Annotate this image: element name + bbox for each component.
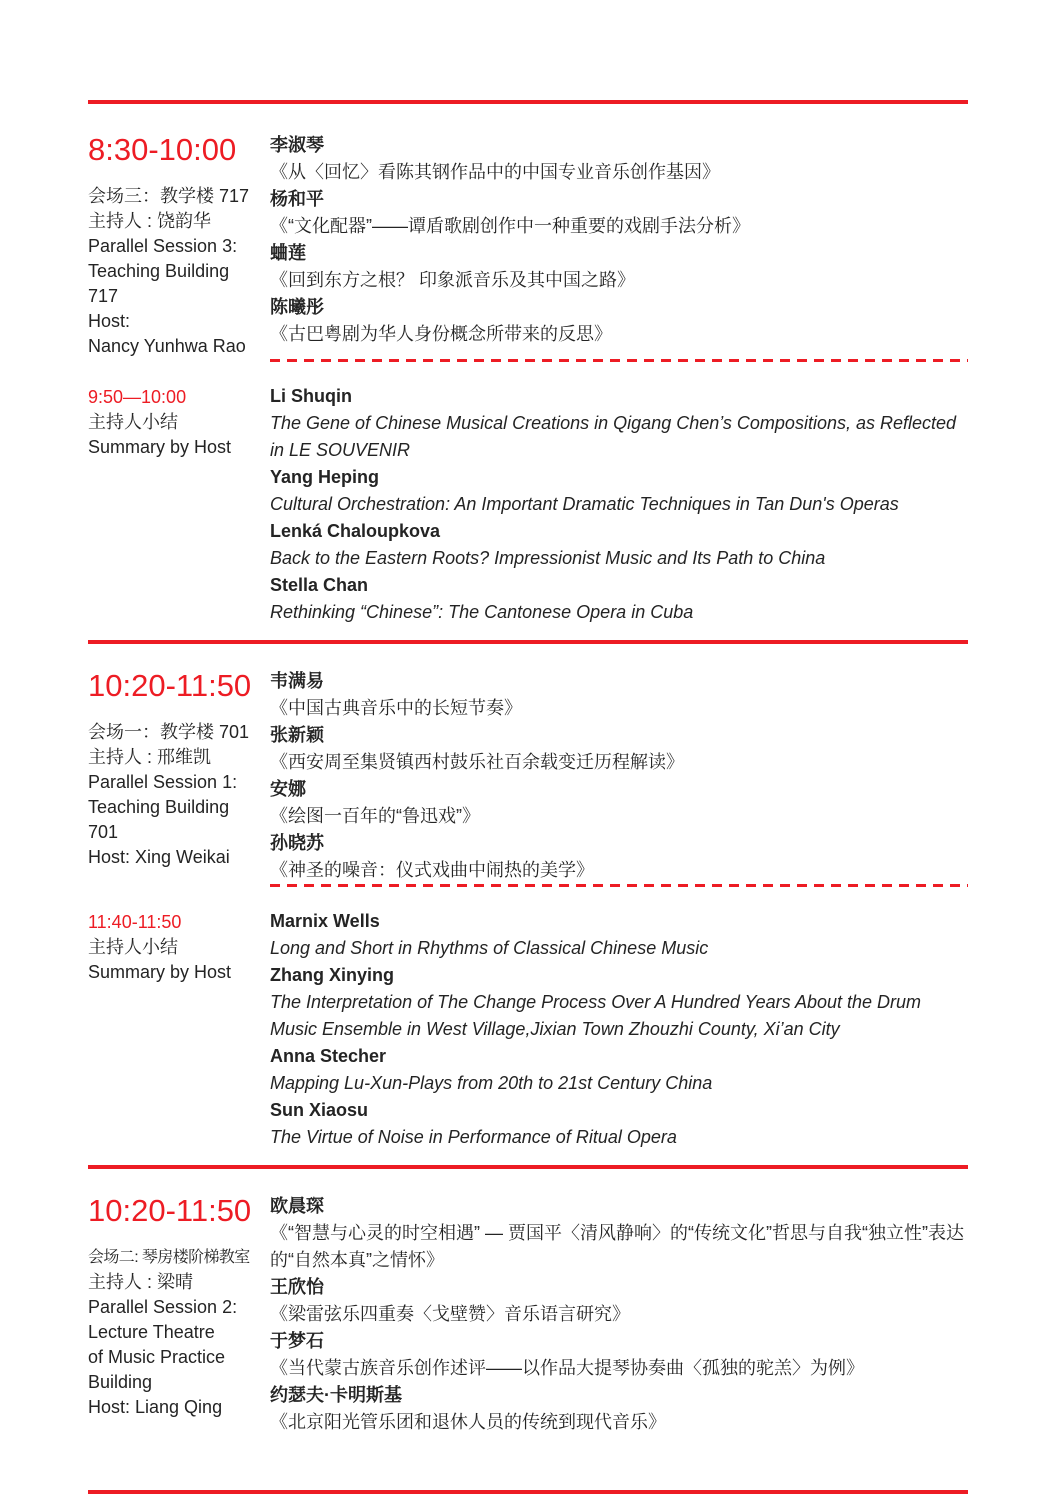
session-name-line: of Music Practice: [88, 1347, 226, 1367]
presentation: [270, 383, 968, 464]
summary-label-en: Summary by Host: [88, 962, 232, 982]
presentation: [270, 186, 968, 240]
summary-label-cn: 主持人小结: [88, 412, 178, 432]
presentation: [270, 132, 968, 186]
summary-block-1: [88, 359, 968, 626]
summary-block-2: [88, 884, 968, 1151]
presentation-title: Long and Short in Rhythms of Classical Chinese Music: [270, 938, 709, 958]
presenter-name: Marnix Wells: [270, 911, 380, 931]
presenter-name: Anna Stecher: [270, 1046, 387, 1066]
presenter-name: 杨和平: [270, 189, 324, 209]
presentation: [270, 572, 968, 626]
presenter-name: 安娜: [270, 779, 306, 799]
presenter-name: 王欣怡: [270, 1277, 324, 1297]
session-3-presentations: [270, 1193, 968, 1436]
presentation: [270, 1193, 968, 1274]
presentation-title: 《“文化配器”——谭盾歌剧创作中一种重要的戏剧手法分析》: [270, 216, 750, 236]
presenter-name: 张新颖: [270, 725, 324, 745]
presentation: [270, 1274, 968, 1328]
summary-time: 11:40-11:50: [88, 912, 182, 932]
presentation: [270, 1043, 968, 1097]
presentation: [270, 776, 968, 830]
session-name-line: 717: [88, 286, 119, 306]
session-3-info: [88, 1193, 270, 1436]
presentation-title: Mapping Lu-Xun-Plays from 20th to 21st Century China: [270, 1073, 713, 1093]
host-label-cn: 主持人 : 梁晴: [88, 1272, 194, 1292]
presentation-title: Rethinking “Chinese”: The Cantonese Opera in Cuba: [270, 602, 694, 622]
session-time: 10:20-11:50: [88, 668, 252, 703]
bottom-rule: [88, 1490, 968, 1494]
session-name-line: 701: [88, 822, 119, 842]
presenter-name: Yang Heping: [270, 467, 380, 487]
venue-label: 会场三：教学楼 717: [88, 186, 250, 206]
presentation: [270, 668, 968, 722]
presenter-name: Sun Xiaosu: [270, 1100, 369, 1120]
section-divider: [88, 1165, 968, 1169]
presenter-name: 陈曦彤: [270, 297, 324, 317]
presenter-name: 蛐莲: [270, 243, 306, 263]
session-name-line: Parallel Session 1:: [88, 772, 238, 792]
presentation-title: 《梁雷弦乐四重奏〈戈壁赞〉音乐语言研究》: [270, 1304, 630, 1324]
session-time: 10:20-11:50: [88, 1193, 252, 1228]
section-divider: [88, 640, 968, 644]
presentation: [270, 1328, 968, 1382]
presenter-name: Li Shuqin: [270, 386, 352, 406]
presentation: [270, 1382, 968, 1436]
session-block-2: [88, 668, 968, 884]
presentation: [270, 294, 968, 348]
presentation-title: 《绘图一百年的“鲁迅戏”》: [270, 806, 480, 826]
summary-label-en: Summary by Host: [88, 437, 232, 457]
presentation-title: 《古巴粤剧为华人身份概念所带来的反思》: [270, 324, 612, 344]
presentation-title: Cultural Orchestration: An Important Dramatic Techniques in Tan Dun's Operas: [270, 494, 899, 514]
presentation: [270, 908, 968, 962]
summary-2-presentations: [270, 884, 968, 1151]
venue-label: 会场二: 琴房楼阶梯教室: [88, 1249, 250, 1266]
session-name-line: Lecture Theatre: [88, 1322, 215, 1342]
session-name-line: Host: Xing Weikai: [88, 847, 230, 867]
session-name-line: Building: [88, 1372, 153, 1392]
presentation-title: Back to the Eastern Roots? Impressionist Music and Its Path to China: [270, 548, 826, 568]
presentation: [270, 518, 968, 572]
presenter-name: 于梦石: [270, 1331, 324, 1351]
summary-1-info: [88, 359, 270, 626]
presenter-name: Stella Chan: [270, 575, 369, 595]
presenter-name: 李淑琴: [270, 135, 324, 155]
dashed-divider: [270, 359, 968, 362]
summary-label-cn: 主持人小结: [88, 937, 178, 957]
presentation: [270, 464, 968, 518]
session-time: 8:30-10:00: [88, 132, 237, 167]
session-1-info: [88, 132, 270, 359]
presentation-title: 《北京阳光管乐团和退休人员的传统到现代音乐》: [270, 1412, 666, 1432]
session-name-line: Nancy Yunhwa Rao: [88, 336, 246, 356]
presentation-title: The Interpretation of The Change Process Over A Hundred Years About the Drum Music Ensemble in West Village,Jixian Town Zhouzhi County, Xi’an City: [270, 992, 922, 1039]
presentation: [270, 962, 968, 1043]
presentation-title: 《从〈回忆〉看陈其钢作品中的中国专业音乐创作基因》: [270, 162, 720, 182]
presentation-title: The Virtue of Noise in Performance of Ritual Opera: [270, 1127, 677, 1147]
presentation: [270, 722, 968, 776]
session-name-line: Teaching Building: [88, 261, 230, 281]
summary-time: 9:50—10:00: [88, 387, 187, 407]
presentation: [270, 1097, 968, 1151]
venue-label: 会场一：教学楼 701: [88, 722, 250, 742]
session-name-line: Host:: [88, 311, 131, 331]
top-rule: [88, 100, 968, 104]
presenter-name: 韦满易: [270, 671, 324, 691]
session-name-line: Parallel Session 3:: [88, 236, 238, 256]
session-name-line: Teaching Building: [88, 797, 230, 817]
session-1-presentations: [270, 132, 968, 359]
presentation: [270, 830, 968, 884]
presentation-title: 《“智慧与心灵的时空相遇” — 贾国平〈清风静响〉的“传统文化”哲思与自我“独立性”表达的“自然本真”之情怀》: [270, 1223, 964, 1270]
presenter-name: 约瑟夫·卡明斯基: [270, 1385, 402, 1405]
presentation-title: 《西安周至集贤镇西村鼓乐社百余载变迁历程解读》: [270, 752, 684, 772]
presenter-name: Zhang Xinying: [270, 965, 394, 985]
dashed-divider: [270, 884, 968, 887]
summary-1-presentations: [270, 359, 968, 626]
presentation-title: 《中国古典音乐中的长短节奏》: [270, 698, 522, 718]
presentation-title: The Gene of Chinese Musical Creations in Qigang Chen’s Compositions, as Reflected in LE SOUVENIR: [270, 413, 957, 460]
presentation-title: 《神圣的噪音：仪式戏曲中闹热的美学》: [270, 860, 594, 880]
host-label-cn: 主持人 : 邢维凯: [88, 747, 212, 767]
presentation-title: 《当代蒙古族音乐创作述评——以作品大提琴协奏曲〈孤独的驼羔〉为例》: [270, 1358, 864, 1378]
session-name-line: Host: Liang Qing: [88, 1397, 223, 1417]
presenter-name: 孙晓苏: [270, 833, 324, 853]
presenter-name: 欧晨琛: [270, 1196, 324, 1216]
session-block-3: [88, 1193, 968, 1436]
summary-2-info: [88, 884, 270, 1151]
session-2-presentations: [270, 668, 968, 884]
session-name-line: Parallel Session 2:: [88, 1297, 238, 1317]
session-block-1: [88, 132, 968, 359]
host-label-cn: 主持人 : 饶韵华: [88, 211, 212, 231]
presentation: [270, 240, 968, 294]
session-2-info: [88, 668, 270, 884]
presentation-title: 《回到东方之根？ 印象派音乐及其中国之路》: [270, 270, 635, 290]
presenter-name: Lenká Chaloupkova: [270, 521, 441, 541]
